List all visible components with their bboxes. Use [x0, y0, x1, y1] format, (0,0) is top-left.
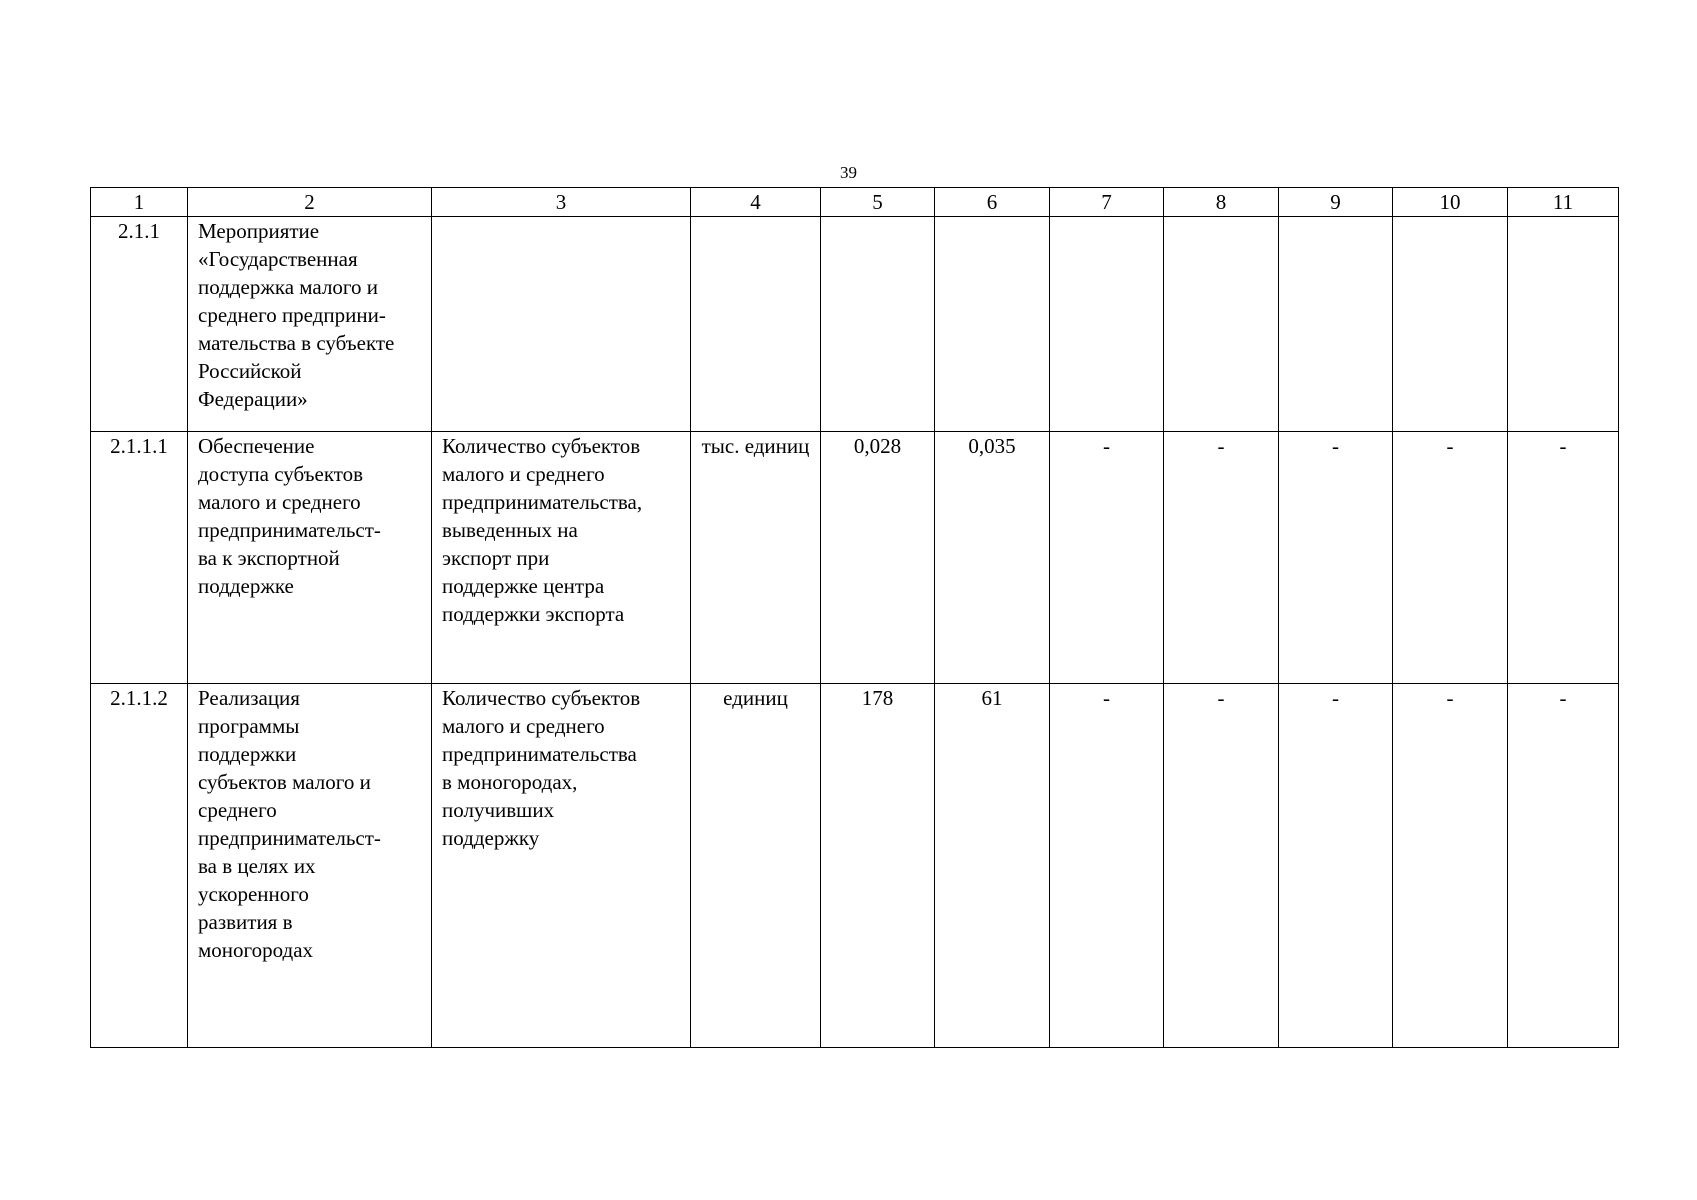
row-name-text: Мероприятие «Государственная поддержка малого и среднего предприни- мательства в субъекте Российской Федерации»	[198, 219, 395, 411]
row-value	[935, 217, 1050, 432]
row-value	[1279, 217, 1393, 432]
row-indicator-text: Количество субъектов малого и среднего предпринимательства в моногородах, получивших поддержку	[442, 686, 641, 850]
row-value: -	[1279, 684, 1393, 1048]
column-header: 8	[1164, 188, 1279, 217]
row-value: 61	[935, 684, 1050, 1048]
row-value: -	[1164, 684, 1279, 1048]
column-header: 3	[432, 188, 691, 217]
row-value	[1508, 217, 1619, 432]
row-value: -	[1393, 684, 1508, 1048]
row-value	[1050, 217, 1164, 432]
row-name	[188, 217, 432, 432]
page-number: 39	[840, 163, 857, 182]
column-header: 1	[91, 188, 188, 217]
row-indicator	[432, 432, 691, 684]
row-value: -	[1508, 432, 1619, 684]
table-row	[91, 684, 1619, 1048]
row-value: -	[1050, 684, 1164, 1048]
row-value: 178	[821, 684, 935, 1048]
row-code: 2.1.1.1	[91, 432, 188, 684]
indicators-table	[90, 187, 1619, 1048]
row-indicator	[432, 684, 691, 1048]
column-header: 6	[935, 188, 1050, 217]
column-header: 7	[1050, 188, 1164, 217]
row-value	[1164, 217, 1279, 432]
row-unit: тыс. единиц	[691, 432, 821, 684]
row-value: 0,035	[935, 432, 1050, 684]
column-header: 4	[691, 188, 821, 217]
table-row	[91, 432, 1619, 684]
column-header: 5	[821, 188, 935, 217]
row-value: -	[1050, 432, 1164, 684]
header-row	[91, 188, 1619, 217]
row-value: -	[1279, 432, 1393, 684]
row-name	[188, 432, 432, 684]
column-header: 10	[1393, 188, 1508, 217]
row-value: -	[1393, 432, 1508, 684]
row-value: -	[1164, 432, 1279, 684]
row-unit	[691, 217, 821, 432]
row-code: 2.1.1	[91, 217, 188, 432]
row-name-text: Обеспечение доступа субъектов малого и среднего предпринимательст- ва к экспортной поддержке	[198, 434, 381, 598]
row-name	[188, 684, 432, 1048]
row-unit: единиц	[691, 684, 821, 1048]
row-name-text: Реализация программы поддержки субъектов малого и среднего предпринимательст- ва в целях их ускоренного развития в моногородах	[198, 686, 381, 962]
column-header: 2	[188, 188, 432, 217]
row-code: 2.1.1.2	[91, 684, 188, 1048]
row-indicator-text: Количество субъектов малого и среднего предпринимательства, выведенных на экспорт при поддержке центра поддержки экспорта	[442, 434, 643, 626]
row-indicator	[432, 217, 691, 432]
row-value	[821, 217, 935, 432]
row-value: -	[1508, 684, 1619, 1048]
column-header: 9	[1279, 188, 1393, 217]
row-value: 0,028	[821, 432, 935, 684]
row-value	[1393, 217, 1508, 432]
column-header: 11	[1508, 188, 1619, 217]
table-row	[91, 217, 1619, 432]
